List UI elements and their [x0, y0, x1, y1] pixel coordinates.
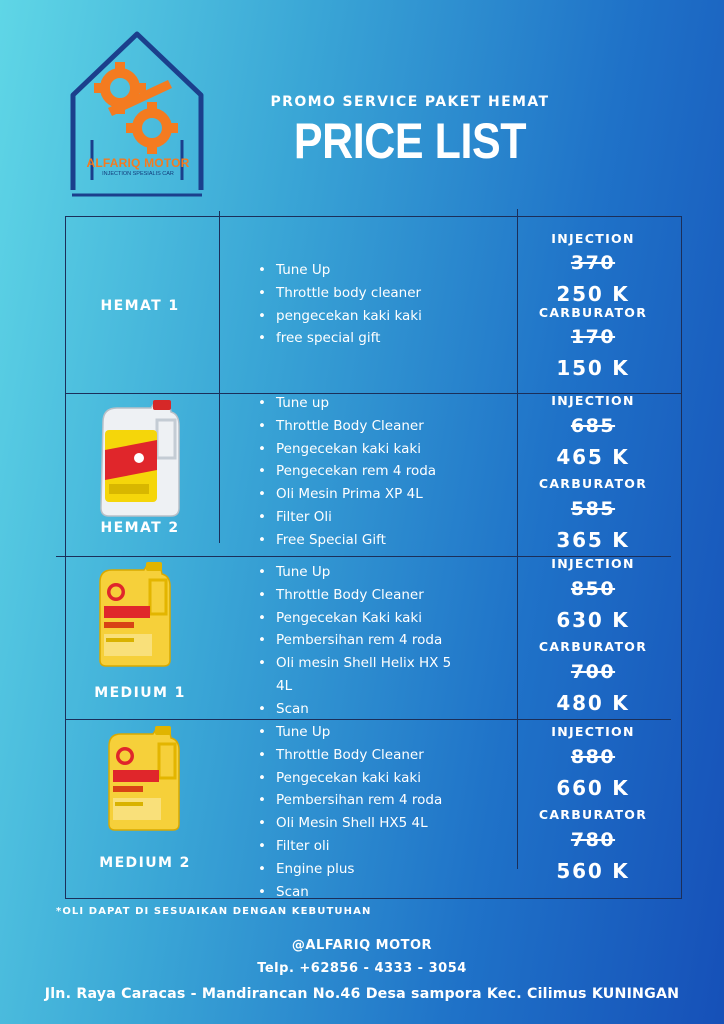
injection-old-price: 850	[570, 578, 616, 600]
list-item: • Scan	[256, 881, 476, 904]
package-name: HEMAT 1	[100, 298, 180, 314]
carburator-label: CARBURATOR	[538, 476, 648, 491]
list-item: • Pengecekan kaki kaki	[256, 767, 476, 790]
carburator-old-price: 170	[570, 326, 616, 348]
instagram-handle: @ALFARIQ MOTOR	[291, 938, 433, 953]
logo-tagline: INJECTION SPESIALIS CAR	[102, 171, 174, 177]
list-item: • Filter oli	[256, 835, 476, 858]
list-item: • Pembersihan rem 4 roda	[256, 629, 476, 652]
list-item: • Throttle Body Cleaner	[256, 415, 476, 438]
list-item: • Oli Mesin Shell HX5 4L	[256, 812, 476, 835]
prima-xp-oil-jug-icon	[95, 400, 185, 518]
list-item: • Oli Mesin Prima XP 4L	[256, 483, 476, 506]
package-name: MEDIUM 1	[94, 685, 186, 701]
carburator-old-price: 780	[570, 829, 616, 851]
injection-new-price: 630 K	[556, 608, 630, 632]
list-item: • Pembersihan rem 4 roda	[256, 789, 476, 812]
list-item: • free special gift	[256, 327, 476, 350]
carburator-new-price: 480 K	[556, 691, 630, 715]
list-item: • Tune Up	[256, 721, 476, 744]
injection-label: INJECTION	[551, 724, 635, 739]
injection-new-price: 250 K	[556, 282, 630, 306]
injection-old-price: 370	[570, 252, 616, 274]
column-divider	[219, 211, 220, 543]
carburator-new-price: 365 K	[556, 528, 630, 552]
carburator-old-price: 700	[570, 661, 616, 683]
package-items-list	[256, 392, 476, 552]
list-item: • Engine plus	[256, 858, 476, 881]
list-item: • Tune up	[256, 392, 476, 415]
price-block	[518, 392, 668, 554]
carburator-old-price: 585	[570, 498, 616, 520]
list-item: • Pengecekan rem 4 roda	[256, 460, 476, 483]
shell-helix-oil-jug-icon	[94, 562, 176, 668]
list-item: • Oli mesin Shell Helix HX 5	[256, 652, 476, 675]
package-items-list	[256, 259, 476, 350]
carburator-label: CARBURATOR	[538, 639, 648, 654]
price-block	[518, 555, 668, 717]
injection-label: INJECTION	[551, 231, 635, 246]
list-item: • Filter Oli	[256, 506, 476, 529]
injection-label: INJECTION	[551, 393, 635, 408]
promo-heading: PROMO SERVICE PAKET HEMAT	[270, 94, 550, 110]
carburator-label: CARBURATOR	[538, 305, 648, 320]
list-item: • Tune Up	[256, 561, 476, 584]
package-name: MEDIUM 2	[99, 855, 191, 871]
injection-old-price: 685	[570, 415, 616, 437]
shell-helix-oil-jug-icon	[103, 724, 185, 834]
injection-new-price: 465 K	[556, 445, 630, 469]
page-title: PRICE LIST	[293, 113, 527, 169]
carburator-new-price: 150 K	[556, 356, 630, 380]
price-block	[518, 723, 668, 885]
carburator-label: CARBURATOR	[538, 807, 648, 822]
footnote: *OLI DAPAT DI SESUAIKAN DENGAN KEBUTUHAN	[56, 906, 372, 917]
list-item-continuation: 4L	[276, 677, 293, 694]
list-item: • pengecekan kaki kaki	[256, 305, 476, 328]
carburator-new-price: 560 K	[556, 859, 630, 883]
list-item: • Throttle body cleaner	[256, 282, 476, 305]
list-item: • Throttle Body Cleaner	[256, 584, 476, 607]
price-block	[518, 230, 668, 382]
list-item: • Pengecekan Kaki kaki	[256, 607, 476, 630]
injection-label: INJECTION	[551, 556, 635, 571]
injection-new-price: 660 K	[556, 776, 630, 800]
package-items-list	[256, 561, 476, 721]
list-item: • Free Special Gift	[256, 529, 476, 552]
list-item: • Throttle Body Cleaner	[256, 744, 476, 767]
injection-old-price: 880	[570, 746, 616, 768]
list-item: • Scan	[256, 698, 476, 721]
logo-brand-name: ALFARIQ MOTOR	[86, 156, 190, 170]
list-item: • Pengecekan kaki kaki	[256, 438, 476, 461]
phone-number: Telp. +62856 - 4333 - 3054	[257, 961, 467, 976]
package-items-list	[256, 721, 476, 903]
package-name: HEMAT 2	[100, 520, 180, 536]
address: Jln. Raya Caracas - Mandirancan No.46 Desa sampora Kec. Cilimus KUNINGAN	[44, 986, 680, 1002]
list-item: • Tune Up	[256, 259, 476, 282]
